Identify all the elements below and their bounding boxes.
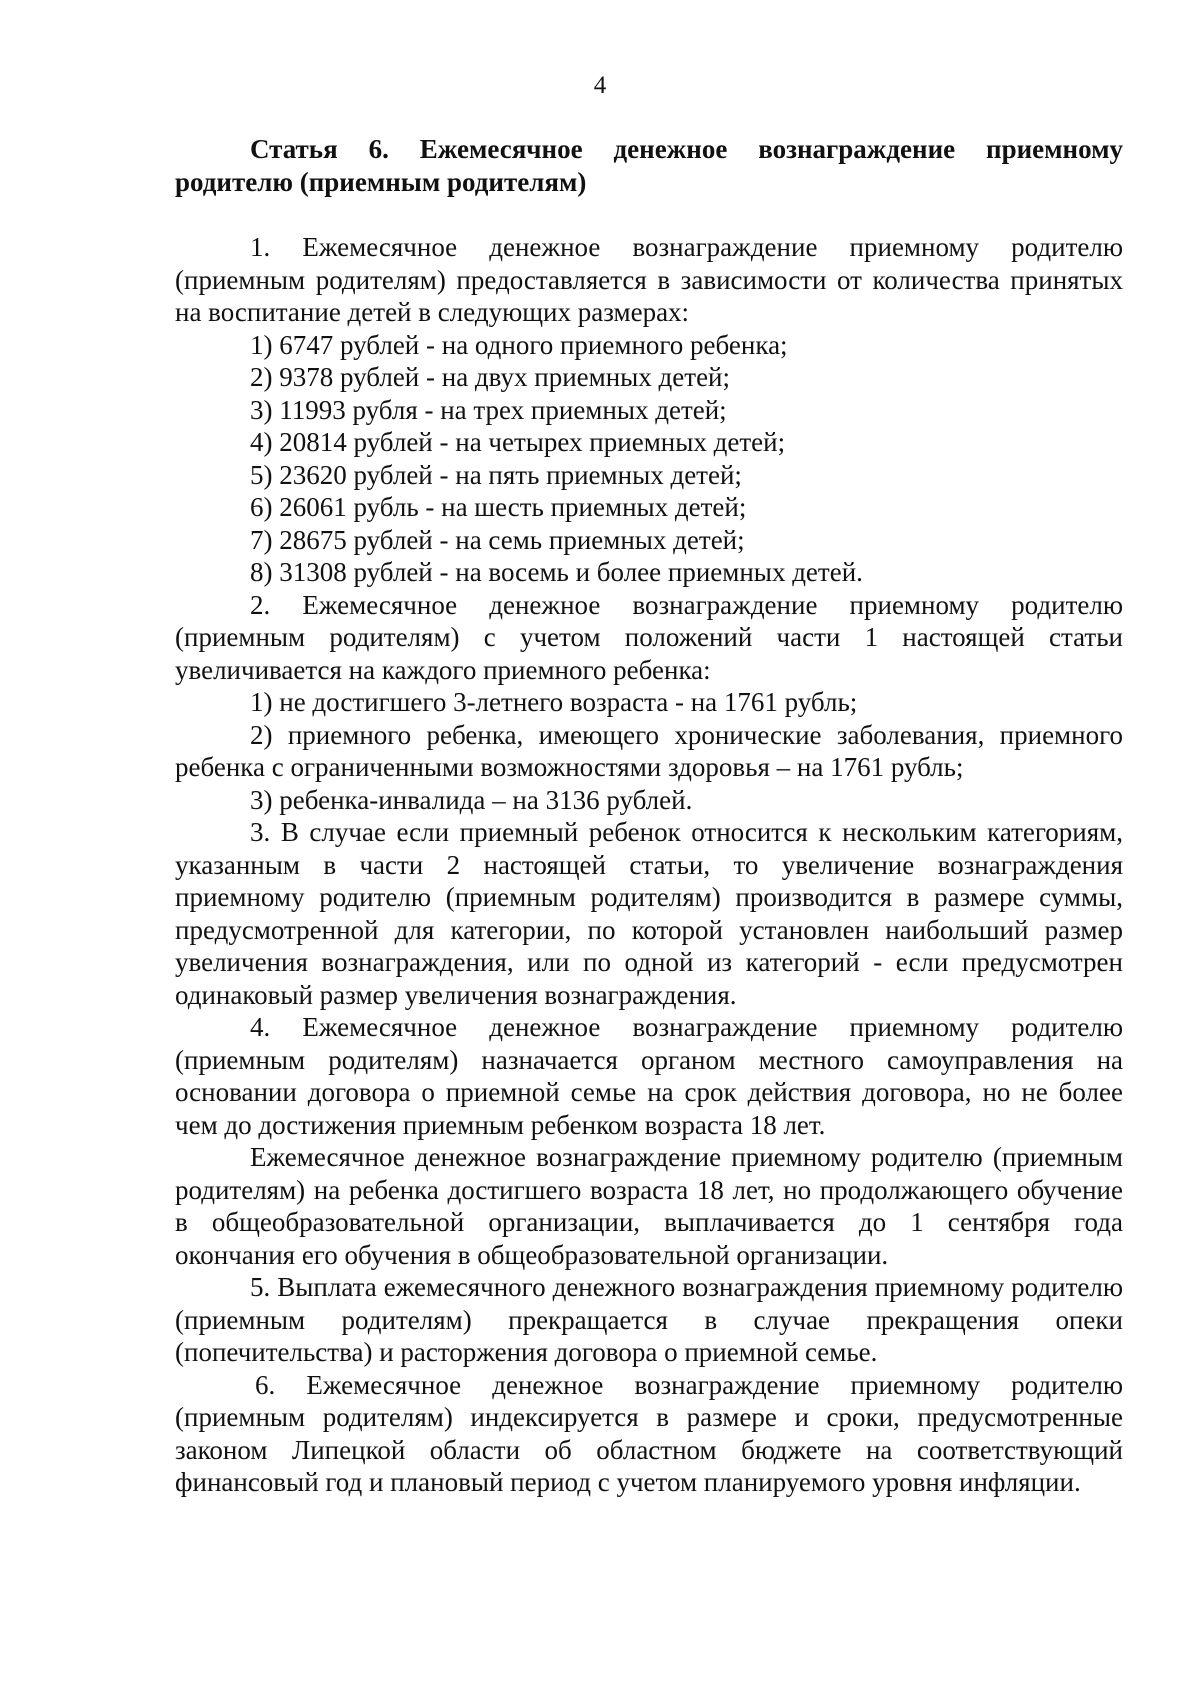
part-1-item: 7) 28675 рублей - на семь приемных детей; bbox=[250, 524, 745, 555]
part-1-item: 8) 31308 рублей - на восемь и более приемных детей. bbox=[250, 557, 863, 587]
part-4-paragraph: 4. Ежемесячное денежное вознаграждение приемному родителю (приемным родителям) назначается органом местного самоуправления на основании договора о приемной семье на срок действия договора, но не более чем до достижения приемным ребенком возраста 18 лет. bbox=[175, 1012, 1123, 1140]
part-2-item: 3) ребенка-инвалида – на 3136 рублей. bbox=[250, 784, 693, 815]
article-title: Статья 6. Ежемесячное денежное вознаграждение приемному родителю (приемным родителям) bbox=[175, 134, 1123, 197]
document-body bbox=[175, 133, 1123, 1499]
part-1-item: 1) 6747 рублей - на одного приемного ребенка; bbox=[250, 329, 788, 360]
part-6-paragraph: 6. Ежемесячное денежное вознаграждение приемному родителю (приемным родителям) индексируется в размере и сроки, предусмотренные законом Липецкой области об областном бюджете на соответствующий финансовый год и плановый период с учетом планируемого уровня инфляции. bbox=[175, 1369, 1123, 1497]
part-1-item: 6) 26061 рубль - на шесть приемных детей; bbox=[250, 492, 747, 522]
part-2-paragraph: 2. Ежемесячное денежное вознаграждение приемному родителю (приемным родителям) с учетом положений части 1 настоящей статьи увеличивается на каждого приемного ребенка: bbox=[175, 589, 1123, 685]
part-1-paragraph: 1. Ежемесячное денежное вознаграждение приемному родителю (приемным родителям) предоставляется в зависимости от количества принятых на воспитание детей в следующих размерах: bbox=[175, 232, 1123, 327]
part-4-continued-paragraph: Ежемесячное денежное вознаграждение приемному родителю (приемным родителям) на ребенка достигшего возраста 18 лет, но продолжающего обучение в общеобразовательной организации, выплачивается до 1 сентября года окончания его обучения в общеобразовательной организации. bbox=[175, 1142, 1123, 1270]
part-5-paragraph: 5. Выплата ежемесячного денежного вознаграждения приемному родителю (приемным родителям) прекращается в случае прекращения опеки (попечительства) и расторжения договора о приемной семье. bbox=[175, 1272, 1123, 1367]
part-1-item: 3) 11993 рубля - на трех приемных детей; bbox=[250, 394, 727, 425]
page-number: 4 bbox=[593, 72, 607, 99]
part-1-item: 2) 9378 рублей - на двух приемных детей; bbox=[250, 362, 731, 392]
part-1-item: 4) 20814 рублей - на четырех приемных детей; bbox=[250, 427, 786, 457]
part-3-paragraph: 3. В случае если приемный ребенок относится к нескольким категориям, указанным в части 2 настоящей статьи, то увеличение вознаграждения приемному родителю (приемным родителям) производится в размере суммы, предусмотренной для категории, по которой установлен наибольший размер увеличения вознаграждения, или по одной из категорий - если предусмотрен одинаковый размер увеличения вознаграждения. bbox=[175, 817, 1123, 1010]
part-2-item: 2) приемного ребенка, имеющего хронические заболевания, приемного ребенка с ограниченными возможностями здоровья – на 1761 рубль; bbox=[175, 719, 1123, 782]
part-1-item: 5) 23620 рублей - на пять приемных детей; bbox=[250, 459, 742, 490]
part-2-item: 1) не достигшего 3-летнего возраста - на 1761 рубль; bbox=[250, 687, 858, 717]
